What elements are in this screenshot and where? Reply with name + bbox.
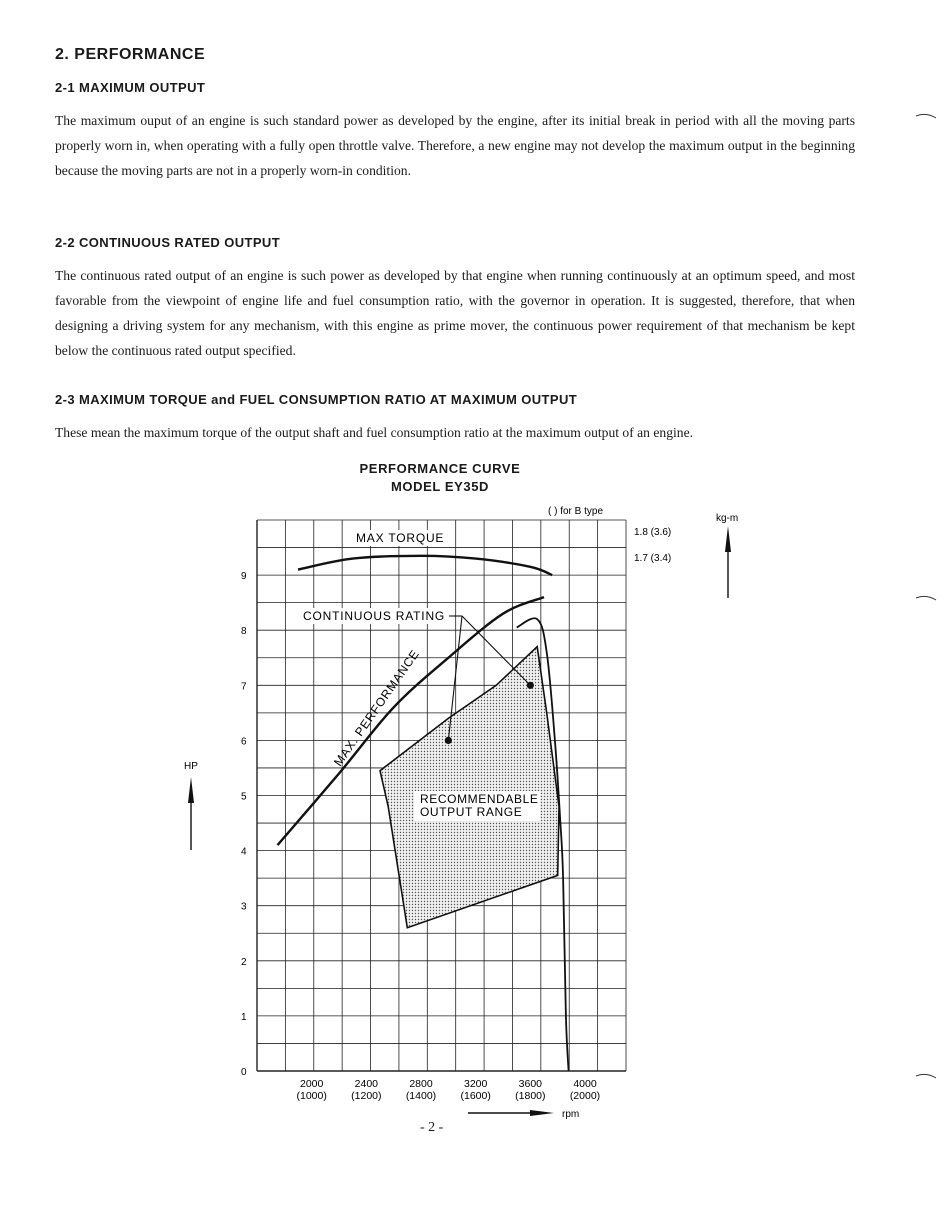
torque-tick-label: 1.7 (3.4) [634,553,672,564]
x-tick-label-b: (1200) [351,1090,382,1102]
section-title: 2. PERFORMANCE [55,46,206,63]
x-tick-label-b: (1600) [460,1090,491,1102]
x-tick-label: 2000 [299,1078,324,1090]
x-tick-label-b: (1800) [515,1090,546,1102]
y-tick-label: 4 [241,846,247,858]
torque-axis-arrowhead [725,526,731,552]
x-tick-label-b: (1000) [296,1090,327,1102]
x-tick-label: 4000 [573,1078,597,1090]
x-tick-label-b: (2000) [569,1090,601,1102]
heading-continuous-rated-output: 2-2 CONTINUOUS RATED OUTPUT [55,235,281,250]
rpm-axis-arrowhead [530,1110,554,1116]
y-tick-label: 9 [241,571,247,583]
x-tick-label-b: (1400) [405,1090,437,1102]
margin-mark [916,596,936,600]
y-tick-label: 0 [241,1067,247,1078]
chart-subtitle: MODEL EY35D [390,479,490,494]
output-range-label: OUTPUT RANGE [420,805,523,819]
hp-axis-label: HP [184,761,198,772]
y-tick-label: 5 [241,791,247,803]
x-tick-label: 2800 [409,1078,433,1090]
b-type-note: ( ) for B type [548,506,604,517]
x-tick-label: 3200 [463,1078,488,1090]
paragraph-maximum-output: The maximum ouput of an engine is such standard power as developed by the engine, after its initial break in period with all the moving parts properly worn in, when operating with a fully open throttle valve. Therefore, a new engine may not develop the maximum output in the beginning because the moving parts are not in a properly worn-in condition. [55,113,855,178]
heading-maximum-output: 2-1 MAXIMUM OUTPUT [55,80,206,95]
recommended-range-area [380,647,559,928]
continuous-rating-point [445,737,452,744]
margin-mark [916,1074,936,1078]
page-number: - 2 - [420,1120,444,1135]
rpm-axis-label: rpm [562,1109,580,1120]
y-tick-label: 6 [241,736,247,748]
max-torque-curve [298,556,552,575]
max-performance-label: MAX. PERFORMANCE [330,646,423,769]
continuous-rating-point [527,682,534,689]
chart-title: PERFORMANCE CURVE [359,461,521,476]
y-tick-label: 1 [241,1011,247,1023]
recommendable-label: RECOMMENDABLE [420,792,539,806]
paragraph-maximum-torque: These mean the maximum torque of the output shaft and fuel consumption ratio at the maximum output of an engine. [55,425,693,440]
continuous-rating-label: CONTINUOUS RATING [303,609,446,623]
y-tick-label: 3 [241,901,247,913]
y-tick-label: 8 [241,626,247,638]
paragraph-continuous-rated-output: The continuous rated output of an engine is such power as developed by that engine when running continuously at an optimum speed, and most favorable from the viewpoint of engine life and fuel consumption ratio, with the governor in operation. It is suggested, therefore, that when designing a driving system for any mechanism, with this engine as prime mover, the continuous power requirement of that mechanism be kept below the continuous rated output specified. [55,268,855,358]
x-tick-label: 3600 [518,1078,543,1090]
y-tick-label: 7 [241,681,247,693]
max-torque-label: MAX TORQUE [356,531,445,545]
y-tick-label: 2 [241,956,247,968]
hp-axis-arrowhead [188,777,194,803]
margin-mark [916,114,936,118]
heading-maximum-torque: 2-3 MAXIMUM TORQUE and FUEL CONSUMPTION RATIO AT MAXIMUM OUTPUT [55,392,578,407]
x-tick-label: 2400 [354,1078,379,1090]
torque-tick-label: 1.8 (3.6) [634,527,672,538]
torque-axis-label: kg-m [716,513,739,524]
